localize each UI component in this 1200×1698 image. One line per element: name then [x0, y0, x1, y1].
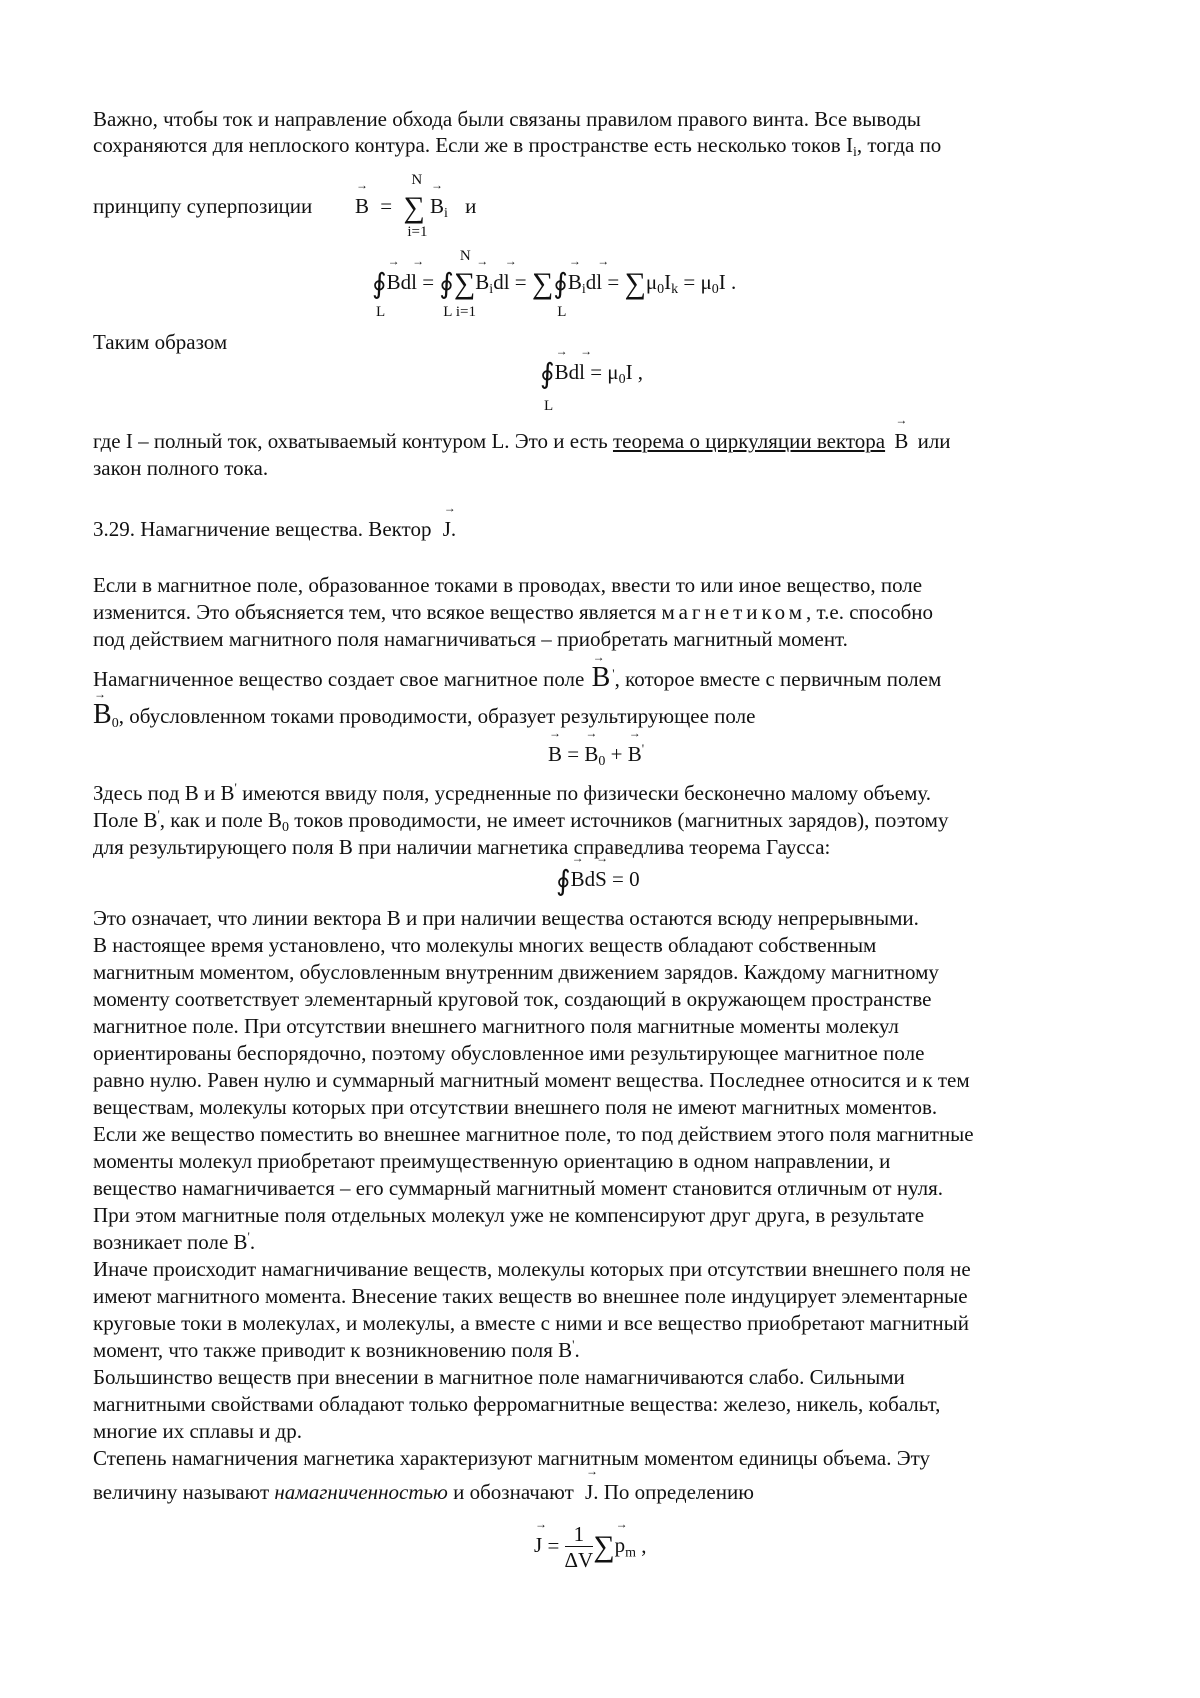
text: I .: [718, 270, 737, 294]
text-line: Таким образом: [93, 330, 228, 354]
text-line: равно нулю. Равен нулю и суммарный магнитный момент вещества. Последнее относится и к тем: [93, 1068, 970, 1092]
text: .: [450, 517, 457, 541]
text-line: Степень намагничения магнетика характеризуют магнитным моментом единицы объема. Эту: [93, 1446, 930, 1470]
section-heading: [93, 515, 456, 543]
sum-sign: ∑: [624, 267, 646, 300]
text: . По определению: [593, 1480, 754, 1504]
text-line: Это означает, что линии вектора B и при наличии вещества остаются всюду непрерывными.: [93, 906, 919, 930]
text: возникает поле B: [93, 1230, 248, 1254]
text: 3.29. Намагничение вещества. Вектор: [93, 517, 432, 541]
text-line: [93, 779, 931, 807]
text-line: Иначе происходит намагничивание веществ, молекулы которых при отсутствии внешнего поля не: [93, 1257, 971, 1281]
text: = μ: [678, 270, 712, 294]
vector-symbol: → B: [430, 192, 444, 220]
magnetization-formula: [534, 1522, 646, 1573]
subscript: 0: [281, 820, 289, 835]
text: =: [542, 1533, 565, 1558]
subscript: i: [852, 145, 857, 160]
sum-operator: [403, 172, 428, 240]
subscript: 0: [711, 282, 719, 297]
vector-symbol: → B: [628, 740, 642, 768]
text: , обусловленном токами проводимости, образует результирующее поле: [118, 704, 756, 728]
text-line: круговые токи в молекулах, и молекулы, а вместе с ними и все вещество приобретают магнитный: [93, 1311, 969, 1335]
contour-integral: ∮ L: [372, 267, 387, 320]
text: .: [574, 1338, 580, 1362]
text-line: [93, 1478, 754, 1506]
text-line: [93, 806, 948, 834]
vector-symbol: → B: [355, 192, 369, 220]
text-line: При этом магнитные поля отдельных молекул уже не компенсируют друг друга, в результате: [93, 1203, 925, 1227]
vector-symbol: → l: [411, 268, 417, 296]
denominator: ΔV: [564, 1548, 594, 1572]
integral-limit: L: [443, 304, 453, 320]
vector-symbol: → B: [584, 740, 598, 768]
sum-operator: N ∑ i=1: [453, 248, 477, 320]
text: , тогда по: [856, 133, 942, 157]
text: имеются ввиду поля, усредненные по физически бесконечно малому объему.: [236, 781, 932, 805]
vector-symbol: → l: [504, 268, 510, 296]
subscript: k: [671, 282, 679, 297]
text-line: моменту соответствует элементарный круговой ток, создающий в окружающем пространстве: [93, 987, 932, 1011]
contour-integral: ∮ L: [553, 267, 568, 320]
vector-symbol: → J: [443, 515, 451, 543]
text-line: под действием магнитного поля намагничиваться – приобретать магнитный момент.: [93, 627, 848, 651]
text: I ,: [625, 360, 644, 384]
contour-integral: ∮ L: [439, 267, 454, 320]
text: μ: [645, 270, 658, 294]
sum-upper-limit: N: [459, 248, 471, 264]
vector-symbol: → B: [568, 268, 582, 296]
text: или: [917, 429, 951, 453]
text: .: [249, 1230, 256, 1254]
vector-symbol: → B: [93, 701, 112, 729]
equals-sign: =: [380, 194, 393, 218]
vector-symbol: → J: [585, 1478, 593, 1506]
text-line: вещество намагничивается – его суммарный магнитный момент становится отличным от нуля.: [93, 1176, 944, 1200]
text-line: моменты молекул приобретают преимущественную ориентацию в одном направлении, и: [93, 1149, 891, 1173]
text: где I – полный ток, охватываемый контуром L. Это и есть: [93, 429, 613, 453]
text-line: Если в магнитное поле, образованное токами в проводах, ввести то или иное вещество, поле: [93, 573, 923, 597]
gauss-formula: ∮→ Bd→ S = 0: [556, 865, 640, 895]
vector-symbol: → l: [596, 268, 602, 296]
subscript: 0: [598, 754, 606, 769]
sum-sign: ∑: [593, 1530, 615, 1564]
circulation-sum-formula: ∮ L → Bd→ l = ∮ L N ∑ i=1 → $B_id\to l$ = ∑∮ L → $B_id\to l = \sum\mu_0I_k = \mu_0I$ .: [372, 268, 736, 298]
vector-symbol: → B: [387, 268, 401, 296]
text: I: [664, 270, 672, 294]
text: =: [562, 742, 585, 766]
subscript: i: [489, 282, 494, 297]
text-line: В настоящее время установлено, что молекулы многих веществ обладают собственным: [93, 933, 877, 957]
text-line: [93, 427, 951, 455]
sum-lower-limit: i=1: [407, 224, 428, 240]
text-line: Большинство веществ при внесении в магнитное поле намагничиваются слабо. Сильными: [93, 1365, 905, 1389]
sum-sign: ∑: [403, 191, 425, 224]
text: изменится. Это объясняется тем, что всякое вещество является: [93, 600, 662, 624]
numerator: 1: [565, 1522, 594, 1547]
text-line: закон полного тока.: [93, 456, 269, 480]
text-line: магнитное поле. При отсутствии внешнего магнитного поля магнитные моменты молекул: [93, 1014, 899, 1038]
text-line: Если же вещество поместить во внешнее магнитное поле, то под действием этого поля магнитные: [93, 1122, 974, 1146]
integral-limit: L: [376, 304, 386, 320]
text-line: веществам, молекулы которых при отсутствии внешнего поля не имеют магнитных моментов.: [93, 1095, 938, 1119]
text: сохраняются для неплоского контура. Если же в пространстве есть несколько токов I: [93, 133, 853, 157]
text: ,: [635, 1533, 647, 1558]
prime-mark: ': [234, 780, 237, 795]
text-line: [93, 1336, 580, 1364]
text-line: [93, 1228, 255, 1256]
sum-sign: ∑: [531, 267, 554, 300]
text: и обозначают: [447, 1480, 574, 1504]
text: +: [605, 742, 628, 766]
subscript: i: [444, 206, 448, 221]
text: Намагниченное вещество создает свое магнитное поле: [93, 667, 585, 691]
text: момент, что также приводит к возникновению поля B: [93, 1338, 573, 1362]
text: , т.е. способно: [806, 600, 934, 624]
text-line: многие их сплавы и др.: [93, 1419, 302, 1443]
vector-symbol: → B: [555, 358, 569, 386]
integral-limit: L: [544, 398, 554, 414]
text: , как и поле B: [159, 808, 282, 832]
text-line: [93, 701, 755, 730]
circulation-formula: ∮ L → $Bd\to l = \mu_0I$ ,: [540, 358, 643, 388]
text: и: [465, 194, 477, 218]
vector-symbol: → S: [595, 865, 607, 893]
vector-symbol: → l: [579, 358, 585, 386]
vector-symbol: → B: [548, 740, 562, 768]
spaced-term: магнетиком: [661, 600, 807, 624]
text-line: Важно, чтобы ток и направление обхода были связаны правилом правого винта. Все выводы: [93, 107, 921, 131]
text-line: [93, 598, 933, 626]
vector-symbol: → B: [894, 427, 908, 455]
text-line: ориентированы беспорядочно, поэтому обусловленное ими результирующее магнитное поле: [93, 1041, 925, 1065]
sum-upper-limit: N: [411, 172, 423, 188]
field-sum-formula: [548, 740, 644, 768]
text: токов проводимости, не имеет источников (магнитных зарядов), поэтому: [288, 808, 949, 832]
integral-limit: L: [557, 304, 567, 320]
text: = 0: [606, 867, 640, 891]
subscript: 0: [657, 282, 665, 297]
vector-symbol: → p: [615, 1531, 626, 1559]
prime-mark: ': [247, 1229, 250, 1244]
text: , которое вместе с первичным полем: [614, 667, 942, 691]
subscript: m: [625, 1545, 636, 1561]
text-line: магнитным моментом, обусловленным внутренним движением зарядов. Каждому магнитному: [93, 960, 939, 984]
vector-symbol: → J: [534, 1531, 542, 1559]
text: величину называют: [93, 1480, 275, 1504]
text: принципу суперпозиции: [93, 194, 313, 218]
subscript: i: [581, 282, 586, 297]
text: Здесь под B и B: [93, 781, 235, 805]
prime-mark: ': [641, 741, 645, 756]
text: Поле B: [93, 808, 158, 832]
text-line: [93, 192, 312, 220]
vector-symbol: → B: [592, 664, 611, 692]
sum-lower-limit: i=1: [455, 304, 477, 320]
text-line: для результирующего поля B при наличии магнетика справедлива теорема Гаусса:: [93, 835, 831, 859]
theorem-link-text: теорема о циркуляции вектора: [612, 429, 886, 453]
superposition-formula: [355, 172, 477, 240]
contour-integral: ∮: [556, 864, 571, 897]
prime-mark: ': [612, 666, 615, 681]
contour-integral: ∮ L: [540, 357, 555, 414]
italic-term: намагниченностью: [274, 1480, 448, 1504]
fraction: [565, 1522, 594, 1573]
subscript: 0: [618, 372, 626, 387]
text-line: [93, 131, 941, 159]
text-line: имеют магнитного момента. Внесение таких веществ во внешнее поле индуцирует элементарные: [93, 1284, 968, 1308]
prime-mark: ': [157, 807, 160, 822]
vector-symbol: → B: [475, 268, 489, 296]
text-line: магнитными свойствами обладают только ферромагнитные вещества: железо, никель, кобальт,: [93, 1392, 941, 1416]
subscript: 0: [111, 716, 119, 731]
vector-symbol: → B: [571, 865, 585, 893]
text-line: [93, 664, 941, 693]
prime-mark: ': [572, 1337, 575, 1352]
